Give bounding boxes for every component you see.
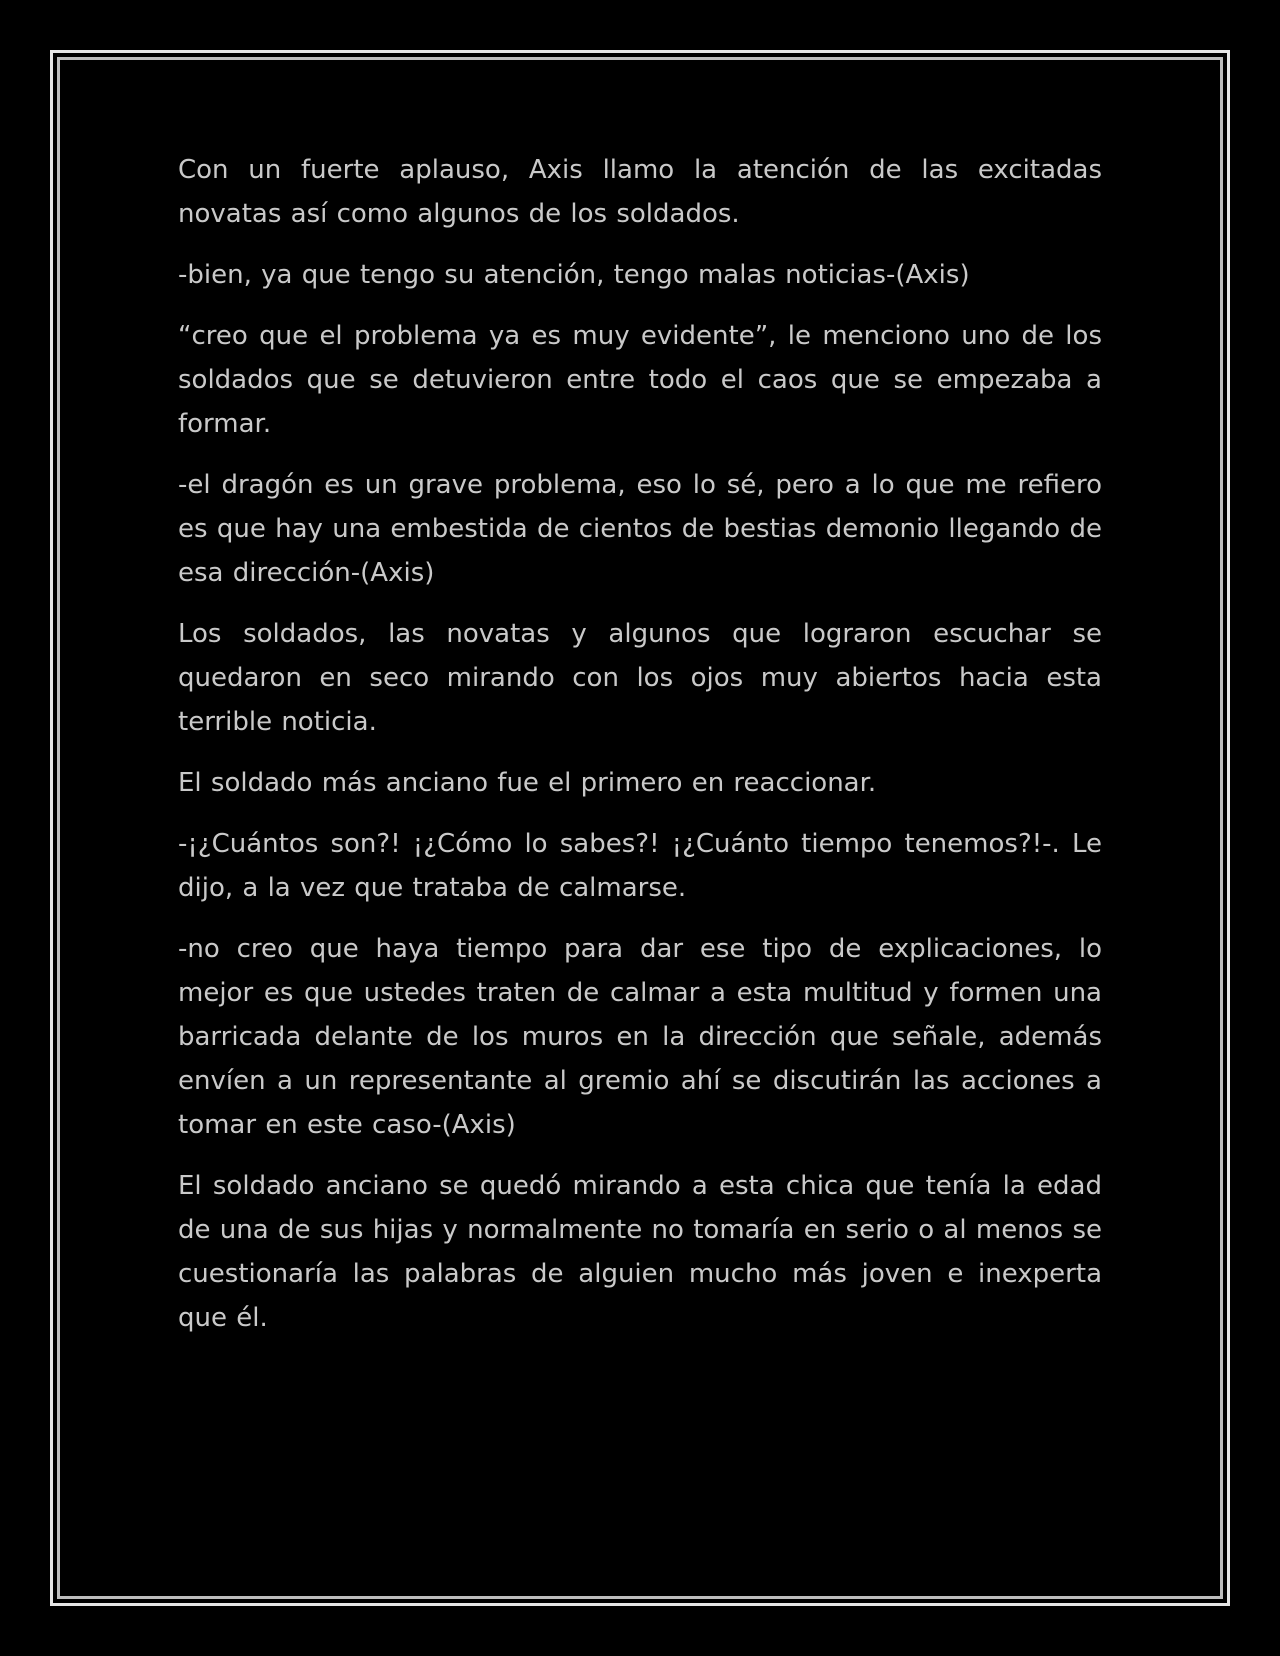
- paragraph-7: -¡¿Cuántos son?! ¡¿Cómo lo sabes?! ¡¿Cuánto tiempo tenemos?!-. Le dijo, a la vez que trataba de calmarse.: [178, 829, 1102, 903]
- paragraph-4: -el dragón es un grave problema, eso lo sé, pero a lo que me refiero es que hay una embestida de cientos de bestias demonio llegando de esa dirección-(Axis): [178, 470, 1102, 588]
- paragraph-8: -no creo que haya tiempo para dar ese tipo de explicaciones, lo mejor es que ustedes traten de calmar a esta multitud y formen una barricada delante de los muros en la dirección que señale, además envíen a un representante al gremio ahí se discutirán las acciones a tomar en este caso-(Axis): [178, 934, 1102, 1140]
- paragraph-3: “creo que el problema ya es muy evidente”, le menciono uno de los soldados que se detuvieron entre todo el caos que se empezaba a formar.: [178, 321, 1102, 439]
- paragraph-5: Los soldados, las novatas y algunos que lograron escuchar se quedaron en seco mirando con los ojos muy abiertos hacia esta terrible noticia.: [178, 619, 1102, 737]
- paragraph-1: Con un fuerte aplauso, Axis llamo la atención de las excitadas novatas así como algunos de los soldados.: [178, 155, 1102, 229]
- paragraph-2: -bien, ya que tengo su atención, tengo malas noticias-(Axis): [178, 260, 970, 290]
- paragraph-6: El soldado más anciano fue el primero en reaccionar.: [178, 768, 877, 798]
- document-body: [178, 148, 1102, 1357]
- paragraph-9: El soldado anciano se quedó mirando a esta chica que tenía la edad de una de sus hijas y normalmente no tomaría en serio o al menos se cuestionaría las palabras de alguien mucho más joven e inexperta que él.: [178, 1171, 1102, 1333]
